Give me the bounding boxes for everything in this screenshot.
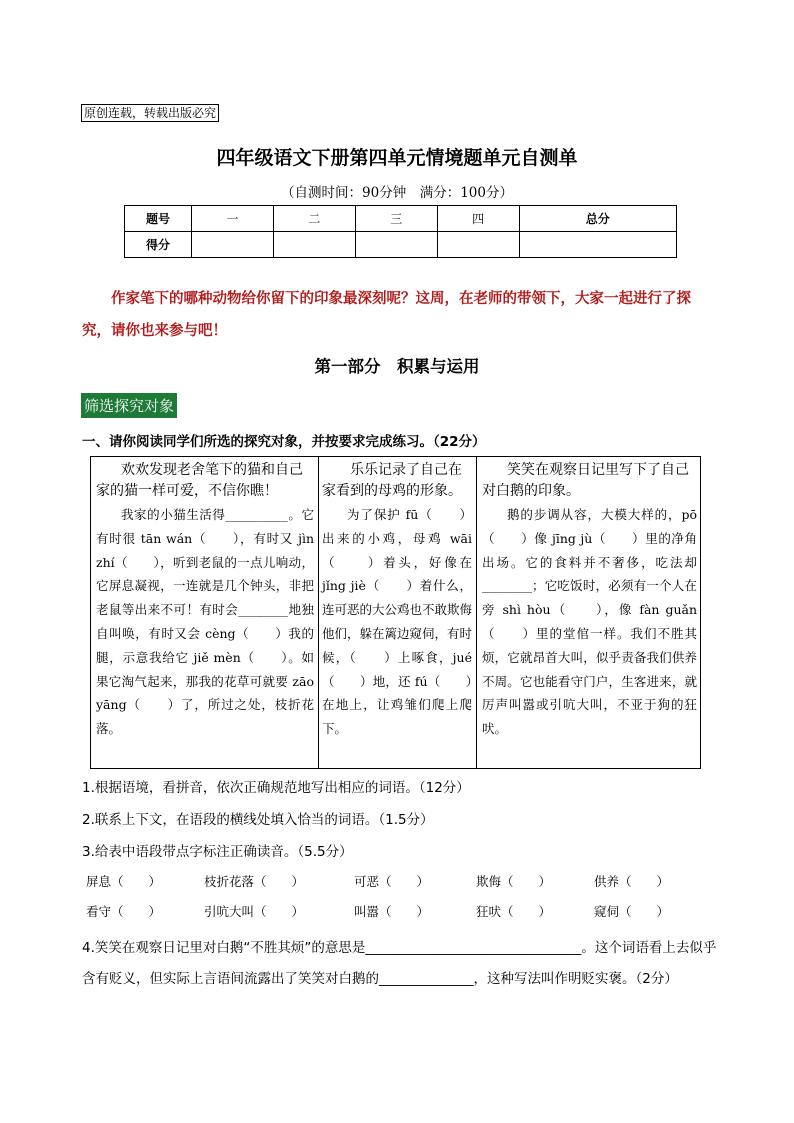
score-table	[124, 205, 677, 258]
pinyin-word-item[interactable]: 窥伺（ ）	[594, 904, 670, 919]
passage-body: 鹅的步调从容，大模大样的，pō（ ）像 jīng jù（ ）里的净角出场。它的食料并不奢侈，吃法却________；它吃饭时，必须有一个人在旁 shì hòu（ ），像 fàn guǎn（ ）里的堂倌一样。我们不胜其烦，它就昂首大叫，似乎责备我们供养不周。它也能看守门户，生客进来，就厉声叫嚣或引吭大叫，不亚于狗的狂吠。	[482, 507, 697, 737]
copyright-stamp: 原创连载，转载出版必究	[81, 104, 219, 122]
pinyin-word-item[interactable]: 枝折花落（ ）	[204, 874, 305, 889]
score-input-cell[interactable]	[437, 232, 519, 258]
sub-question-2: 2.联系上下文，在语段的横线处填入恰当的词语。（1.5分）	[82, 812, 434, 828]
page-title: 四年级语文下册第四单元情境题单元自测单	[216, 147, 578, 169]
score-table-header-row	[125, 206, 677, 232]
question-1-title: 一、请你阅读同学们所选的探究对象，并按要求完成练习。（22分）	[82, 434, 486, 450]
score-cell: 二	[273, 206, 355, 232]
passage-heading: 乐乐记录了自己在家看到的母鸡的形象。	[322, 462, 462, 499]
score-input-cell[interactable]	[273, 232, 355, 258]
passage-heading: 笑笑在观察日记里写下了自己对白鹅的印象。	[482, 462, 689, 499]
pinyin-word-item[interactable]: 欺侮（ ）	[476, 874, 552, 889]
score-cell: 得分	[125, 232, 192, 258]
pinyin-word-item[interactable]: 引吭大叫（ ）	[204, 904, 305, 919]
score-input-cell[interactable]	[192, 232, 274, 258]
passage-table	[90, 456, 701, 769]
passage-column	[318, 457, 477, 768]
pinyin-word-row	[86, 902, 706, 922]
score-table-score-row	[125, 232, 677, 258]
score-cell: 总分	[519, 206, 676, 232]
score-cell: 四	[437, 206, 519, 232]
passage-body: 为了保护 fū（ ）出来的小鸡，母鸡 wāi（ ）着头，好像在 jǐng jiè（ ）着什么，连可恶的大公鸡也不敢欺侮他们，躲在篱边窥伺，有时候，（ ）上啄食，jué（ ）地，还 fú（ ）在地上，让鸡雏们爬上爬下。	[322, 507, 473, 737]
sub-question-4: 4.笑笑在观察日记里对白鹅“不胜其烦”的意思是________________________________。这个词语看上去似乎含有贬义，但实际上言语间流露出了笑笑对白鹅的______________，这种写法叫作明贬实褒。（2分）	[82, 940, 717, 987]
pinyin-word-item[interactable]: 叫嚣（ ）	[354, 904, 430, 919]
score-cell: 一	[192, 206, 274, 232]
pinyin-word-item[interactable]: 看守（ ）	[86, 904, 162, 919]
passage-column	[91, 457, 318, 768]
score-input-cell[interactable]	[355, 232, 437, 258]
sub-question-3: 3.给表中语段带点字标注正确读音。（5.5分）	[82, 844, 353, 860]
pinyin-word-row	[86, 872, 706, 892]
passage-body: 我家的小猫生活得__________。它有时很 tān wán（ ），有时又 jìn zhí（ ），听到老鼠的一点儿响动，它屏息凝视，一连就是几个钟头，非把老鼠等出来不可！有时会________地独自叫唤，有时又会 cèng（ ）我的腿，示意我给它 jiě mèn（ ）。如果它淘气起来，那我的花草可就要 zāo yāng（ ）了，所过之处，枝折花落。	[96, 507, 314, 737]
score-cell: 题号	[125, 206, 192, 232]
score-cell: 三	[355, 206, 437, 232]
page-subtitle: （自测时间：90分钟 满分：100分）	[281, 185, 513, 201]
pinyin-word-item[interactable]: 供养（ ）	[594, 874, 670, 889]
pinyin-word-item[interactable]: 屏息（ ）	[86, 874, 162, 889]
passage-heading: 欢欢发现老舍笔下的猫和自己家的猫一样可爱，不信你瞧！	[96, 462, 303, 499]
sub-question-1: 1.根据语境，看拼音，依次正确规范地写出相应的词语。（12分）	[82, 780, 470, 796]
pinyin-word-item[interactable]: 狂吠（ ）	[476, 904, 552, 919]
pinyin-word-item[interactable]: 可恶（ ）	[354, 874, 430, 889]
section-tag: 筛选探究对象	[81, 393, 177, 418]
part-title: 第一部分 积累与运用	[314, 357, 480, 376]
score-input-cell[interactable]	[519, 232, 676, 258]
passage-column	[477, 457, 701, 768]
intro-text: 作家笔下的哪种动物给你留下的印象最深刻呢？这周，在老师的带领下，大家一起进行了探究，请你也来参与吧！	[82, 291, 691, 339]
